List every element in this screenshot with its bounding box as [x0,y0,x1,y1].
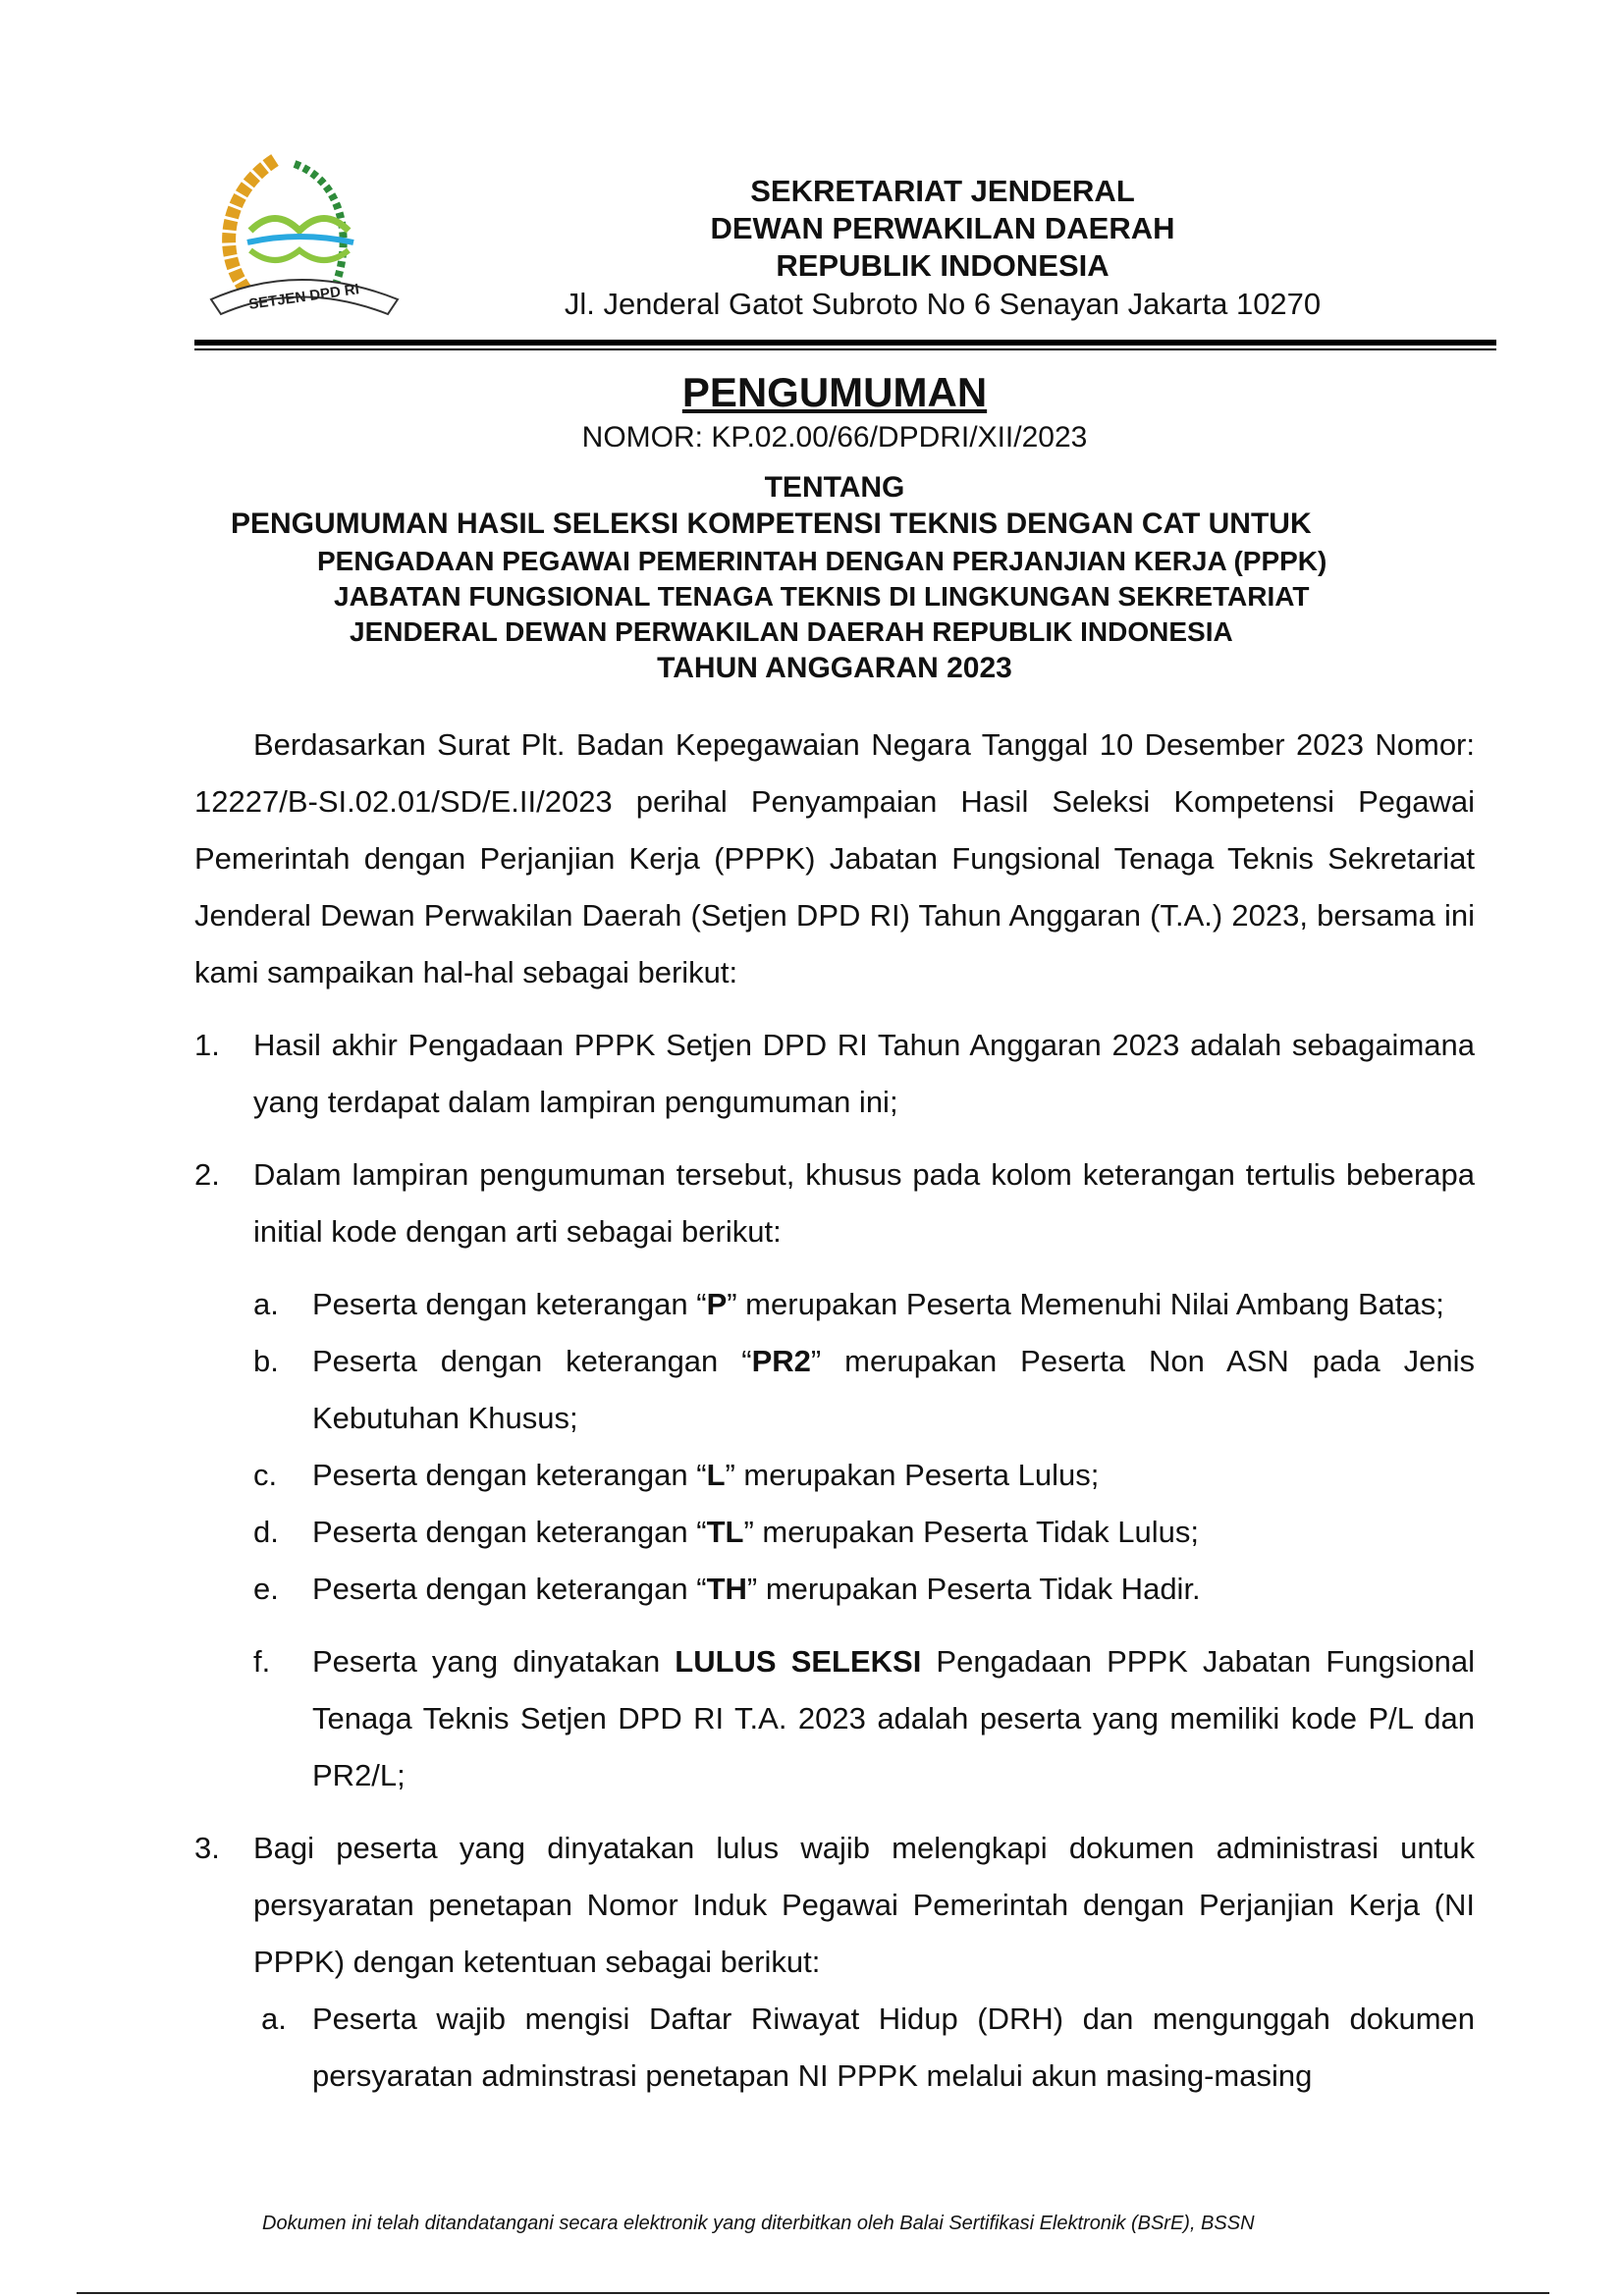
item-number: 3. [194,1831,220,1865]
sub-text: ” merupakan Peserta Tidak Hadir. [746,1572,1201,1606]
doc-heading: PENGUMUMAN [681,369,988,415]
sub-item [194,1991,1475,2105]
code: P [706,1287,728,1321]
sub-item [194,1633,1475,1804]
list-item [194,1147,1475,1260]
sub-letter: d. [253,1515,279,1549]
sub-text: Pengadaan PPPK Jabatan Fungsional Tenaga Teknis Setjen DPD RI T.A. 2023 adalah peserta yang memiliki kode P/L dan PR2/L; [312,1644,1475,1792]
doc-title-line: TAHUN ANGGARAN 2023 [657,652,1012,684]
svg-text:SETJEN DPD RI: SETJEN DPD RI [247,281,360,313]
sub-text: ” merupakan Peserta Memenuhi Nilai Ambang Batas; [727,1287,1444,1321]
code: PR2 [751,1344,811,1378]
e-signature-note: Dokumen ini telah ditandatangani secara elektronik yang diterbitkan oleh Balai Sertifikasi Elektronik (BSrE), BSSN [262,2213,1255,2234]
sub-text: Peserta dengan keterangan “ [312,1572,707,1606]
list-item [194,1820,1475,1991]
item-text: Dalam lampiran pengumuman tersebut, khusus pada kolom keterangan tertulis beberapa initial kode dengan arti sebagai berikut: [253,1157,1475,1249]
sub-text: Peserta dengan keterangan “ [312,1458,707,1492]
code: LULUS SELEKSI [675,1644,922,1679]
org-name-line2: DEWAN PERWAKILAN DAERAH [710,211,1175,245]
sub-item [194,1333,1475,1447]
logo [206,152,403,329]
item-number: 2. [194,1157,220,1192]
sub-item [194,1504,1475,1561]
sub-text: Peserta dengan keterangan “ [312,1287,707,1321]
sub-item [194,1561,1475,1618]
doc-title-line: JABATAN FUNGSIONAL TENAGA TEKNIS DI LINGKUNGAN SEKRETARIAT [334,581,1310,612]
sub-letter: f. [253,1644,271,1679]
org-name-line1: SEKRETARIAT JENDERAL [750,174,1135,208]
sub-text: Peserta dengan keterangan “ [312,1515,707,1549]
sub-text: Peserta wajib mengisi Daftar Riwayat Hidup (DRH) dan mengunggah dokumen persyaratan adminstrasi penetapan NI PPPK melalui akun masing-masing [312,2002,1475,2093]
code: TH [706,1572,747,1606]
doc-tentang: TENTANG [764,471,905,504]
sub-item [194,1447,1475,1504]
item-text: Bagi peserta yang dinyatakan lulus wajib melengkapi dokumen administrasi untuk persyaratan penetapan Nomor Induk Pegawai Pemerintah dengan Perjanjian Kerja (NI PPPK) dengan ketentuan sebagai berikut: [253,1831,1475,1979]
header-divider-thin [194,348,1496,350]
sub-letter: c. [253,1458,278,1492]
sub-letter: a. [253,1287,279,1321]
sub-text: ” merupakan Peserta Lulus; [725,1458,1100,1492]
list-item [194,1017,1475,1131]
org-address: Jl. Jenderal Gatot Subroto No 6 Senayan Jakarta 10270 [564,287,1322,321]
sub-letter: a. [261,2002,287,2036]
intro-paragraph: Berdasarkan Surat Plt. Badan Kepegawaian Negara Tanggal 10 Desember 2023 Nomor: 12227/B-SI.02.01/SD/E.II/2023 perihal Penyampaian Hasil Seleksi Kompetensi Pegawai Pemerintah dengan Perjanjian Kerja (PPPK) Jabatan Fungsional Tenaga Teknis Sekretariat Jenderal Dewan Perwakilan Daerah (Setjen DPD RI) Tahun Anggaran (T.A.) 2023, bersama ini kami sampaikan hal-hal sebagai berikut: [194,727,1475,989]
sub-item [194,1276,1475,1333]
item-text: Hasil akhir Pengadaan PPPK Setjen DPD RI Tahun Anggaran 2023 adalah sebagaimana yang terdapat dalam lampiran pengumuman ini; [253,1028,1475,1119]
header-divider [194,340,1496,346]
org-name-line3: REPUBLIK INDONESIA [776,248,1110,283]
page-bottom-line [77,2292,1549,2294]
sub-text: Peserta dengan keterangan “ [312,1344,752,1378]
item-number: 1. [194,1028,220,1062]
doc-number: NOMOR: KP.02.00/66/DPDRI/XII/2023 [581,421,1088,454]
sub-text: Peserta yang dinyatakan [312,1644,676,1679]
sub-letter: e. [253,1572,279,1606]
doc-title-line: PENGUMUMAN HASIL SELEKSI KOMPETENSI TEKNIS DENGAN CAT UNTUK [231,507,1312,540]
sub-text: ” merupakan Peserta Tidak Lulus; [743,1515,1199,1549]
doc-body [194,717,1475,2105]
code: TL [706,1515,744,1549]
doc-title-line: JENDERAL DEWAN PERWAKILAN DAERAH REPUBLIK INDONESIA [350,616,1233,647]
sub-text: ” merupakan Peserta Non ASN pada Jenis Kebutuhan Khusus; [312,1344,1476,1435]
doc-title-line: PENGADAAN PEGAWAI PEMERINTAH DENGAN PERJANJIAN KERJA (PPPK) [317,546,1327,576]
code: L [706,1458,726,1492]
sub-letter: b. [253,1344,279,1378]
